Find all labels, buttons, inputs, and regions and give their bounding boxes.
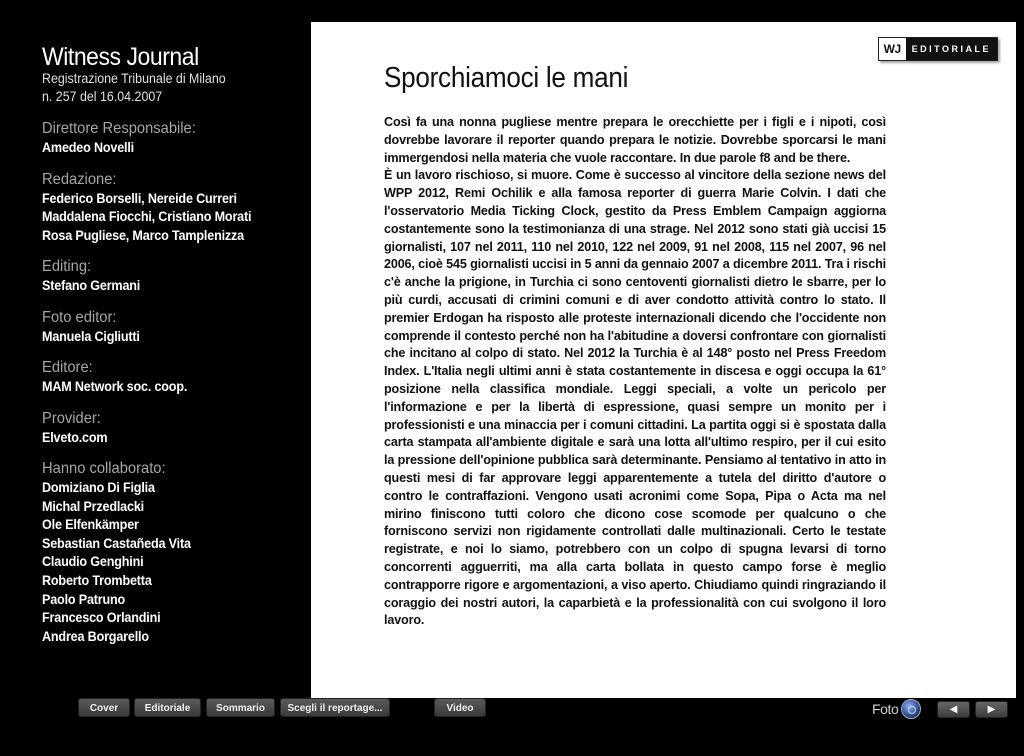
contributor-name: Michal Przedlacki xyxy=(42,497,144,514)
section-label: Redazione: xyxy=(42,170,117,188)
section-label: Foto editor: xyxy=(42,308,117,326)
previous-page-button[interactable]: ◀ xyxy=(937,701,970,718)
section-label: Editing: xyxy=(42,258,92,275)
camera-lens-icon xyxy=(901,699,921,719)
registration-number: n. 257 del 16.04.2007 xyxy=(42,89,163,104)
article-paragraph: Così fa una nonna pugliese mentre prepara le orecchiette per i figli e i nipoti, così dovrebbe lavorare il reporter quando prepara le notizie. Dovrebbe sporcarsi le mani immergendosi nella materia che vuole raccontare. In due parole f8 and be there. xyxy=(384,115,886,165)
contributor-name: Sebastian Castañeda Vita xyxy=(42,534,191,551)
contributors-section xyxy=(42,459,304,645)
wj-logo: WJ xyxy=(883,42,901,56)
section-line: MAM Network soc. coop. xyxy=(42,378,188,394)
article-title: Sporchiamoci le mani xyxy=(384,62,629,94)
section-line: Rosa Pugliese, Marco Tamplenizza xyxy=(42,226,244,243)
contributor-name: Roberto Trombetta xyxy=(42,571,152,588)
section-line: Elveto.com xyxy=(42,428,108,445)
director-section xyxy=(42,119,304,157)
next-page-button[interactable]: ▶ xyxy=(975,701,1008,718)
masthead-sidebar xyxy=(42,44,304,645)
section-label: Direttore Responsabile: xyxy=(42,120,196,137)
section-label: Provider: xyxy=(42,409,101,427)
photo-editor-section xyxy=(42,308,304,346)
section-badge xyxy=(878,37,998,61)
contributor-name: Claudio Genghini xyxy=(42,553,144,570)
editoriale-button[interactable]: Editoriale xyxy=(134,698,201,717)
video-button[interactable]: Video xyxy=(434,698,486,717)
article-paragraph: È un lavoro rischioso, si muore. Come è successo al vincitore della sezione news del WPP 2012, Remi Ochilik e alla famosa reporter di guerra Marie Colvin. I dati che l'osservatorio Media Ticking Clock, gestito da Press Emblem Campaign aggiorna costantemente sono la testimonianza di una strage. Nel 2012 sono stati già uccisi 15 giornalisti, 107 nel 2011, 110 nel 2010, 122 nel 2009, 91 nel 2008, 115 nel 2007, 96 nel 2006, cioè 545 giornalisti uccisi in 5 anni da gennaio 2007 a dicembre 2011. Tra i rischi c'è anche la prigione, in Turchia ci sono centoventi giornalisti dietro le sbarre, per lo più curdi, accusati di crimini comuni e di aver condotto attività contro lo stato. Il premier Erdogan ha risposto alle proteste internazionali dicendo che l'occidente non comprende il contesto perché non ha l'abitudine a doversi confrontare con giornalisti che incitano al colpo di stato. Nel 2012 la Turchia è al 148° posto nel Press Freedom Index. L'Italia negli ultimi anni è stata costantemente in discesa e oggi occupa la 61° posizione nella classifica mondiale. Leggi speciali, a volte un pericolo per l'informazione e per la libertà di espressione, quasi sempre un monito per i professionisti e una minaccia per i comuni cittadini. La partita oggi si è spostata dalla carta stampata all'ambiente digitale e sarà una lotta all'ultimo respiro, per il cui esito la pressione dell'opinione pubblica sarà determinante. Pensiamo al tentativo in atto in questi mesi di far approvare leggi apparentemente a tutela del diritto d'autore o contro le contraffazioni. Vengono usati acronimi come Sopa, Pipa o Acta ma nel mirino finiscono tutti coloro che dicono cose scomode per qualcuno o che forniscono servizi non rigidamente controllati dalle multinazionali. Certo le testate registrate, e noi lo siamo, potrebbero con un colpo di spugna levarsi di torno concorrenti agguerriti, ma alla carta bollata in questo campo forse è meglio contrapporre rigore e argomentazioni, a viso aperto. Chiudiamo quindi ringraziando il coraggio dei nostri autori, la caparbietà e la professionalità con cui svolgono il loro lavoro. xyxy=(384,168,886,628)
provider-section xyxy=(42,409,304,447)
editing-section xyxy=(42,257,304,295)
section-line: Maddalena Fiocchi, Cristiano Morati xyxy=(42,208,252,224)
section-line: Amedeo Novelli xyxy=(42,139,135,155)
foto-button[interactable] xyxy=(872,699,921,719)
bottom-navigation-bar xyxy=(0,698,1024,724)
section-line: Manuela Cigliutti xyxy=(42,327,140,344)
section-line: Federico Borselli, Nereide Curreri xyxy=(42,189,237,206)
journal-title: Witness Journal xyxy=(42,43,199,71)
article-body xyxy=(384,114,886,630)
contributor-name: Domiziano Di Figlia xyxy=(42,479,155,495)
contributor-name: Andrea Borgarello xyxy=(42,627,149,644)
contributor-name: Paolo Patruno xyxy=(42,590,126,607)
sommario-button[interactable]: Sommario xyxy=(206,698,275,717)
editorial-page xyxy=(311,22,1016,698)
section-label: Editore: xyxy=(42,359,93,376)
editorial-staff-section xyxy=(42,170,304,245)
publisher-section xyxy=(42,358,304,396)
cover-button[interactable]: Cover xyxy=(78,698,130,717)
contributor-name: Francesco Orlandini xyxy=(42,609,161,626)
section-line: Stefano Germani xyxy=(42,277,141,293)
contributor-name: Ole Elfenkämper xyxy=(42,516,139,533)
section-label: Hanno collaborato: xyxy=(42,460,166,477)
section-badge-label: EDITORIALE xyxy=(906,38,997,60)
choose-reportage-button[interactable]: Scegli il reportage... xyxy=(280,698,390,717)
foto-label: Foto xyxy=(872,701,899,717)
registration-line: Registrazione Tribunale di Milano xyxy=(42,71,226,86)
